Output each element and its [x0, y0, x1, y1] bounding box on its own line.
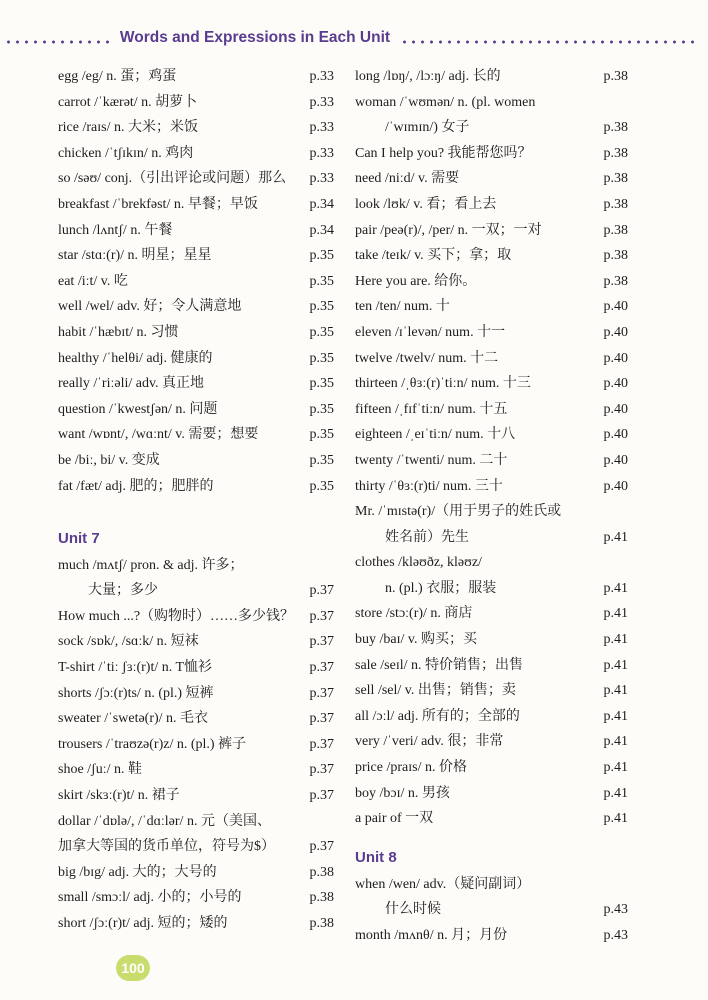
vocab-entry [355, 499, 628, 525]
vocab-entry [58, 553, 334, 579]
page-reference: p.41 [603, 811, 628, 827]
vocab-entry [58, 90, 334, 116]
entry-text: be /biː, bi/ v. 变成 [58, 452, 160, 468]
vocab-entry [355, 141, 628, 167]
entry-text: eat /iːt/ v. 吃 [58, 273, 128, 289]
entry-text: star /stɑː(r)/ n. 明星；星星 [58, 248, 212, 264]
page-reference: p.37 [309, 762, 334, 778]
page-reference: p.41 [603, 734, 628, 750]
entry-text: big /bɪg/ adj. 大的；大号的 [58, 864, 217, 880]
vocab-entry [355, 422, 628, 448]
vocab-entry [355, 397, 628, 423]
vocab-entry [355, 64, 628, 90]
entry-text: carrot /ˈkærət/ n. 胡萝卜 [58, 94, 198, 110]
entry-text: twenty /ˈtwenti/ num. 二十 [355, 452, 508, 468]
page-reference: p.37 [309, 685, 334, 701]
entry-text: so /səʊ/ conj.（引出评论或问题）那么 [58, 171, 287, 187]
vocab-entry [355, 627, 628, 653]
page-number-badge [116, 955, 150, 981]
section-title: Words and Expressions in Each Unit [119, 29, 391, 46]
entry-text: sell /sel/ v. 出售；销售；卖 [355, 683, 516, 699]
entry-text: question /ˈkwestʃən/ n. 问题 [58, 401, 218, 417]
vocab-entry [58, 397, 334, 423]
vocab-entry [355, 601, 628, 627]
entry-text: egg /eg/ n. 蛋；鸡蛋 [58, 69, 177, 84]
vocab-entry [355, 294, 628, 320]
vocab-entry [355, 678, 628, 704]
entry-text: fat /fæt/ adj. 肥的；肥胖的 [58, 478, 214, 494]
entry-text: short /ʃɔː(r)t/ adj. 短的；矮的 [58, 916, 228, 931]
entry-text: boy /bɔɪ/ n. 男孩 [355, 785, 450, 801]
entry-text: n. (pl.) 衣服；服装 [385, 580, 497, 596]
entry-text: very /ˈveri/ adv. 很；非常 [355, 734, 504, 750]
page-reference: p.40 [603, 427, 628, 443]
page-reference: p.35 [309, 401, 334, 417]
vocab-entry [58, 809, 334, 835]
entry-text: clothes /kləʊðz, kləʊz/ [355, 555, 482, 571]
page-reference: p.41 [603, 708, 628, 724]
vocab-entry [58, 783, 334, 809]
vocab-entry [58, 269, 334, 295]
page-reference: p.41 [603, 760, 628, 776]
page-reference: p.34 [309, 222, 334, 238]
vocab-entry-continuation [58, 578, 334, 604]
vocab-entry [58, 422, 334, 448]
entry-text: eleven /ɪˈlevən/ num. 十一 [355, 324, 506, 340]
entry-text: store /stɔː(r)/ n. 商店 [355, 606, 473, 622]
page-reference: p.35 [309, 324, 334, 340]
vocab-entry [58, 448, 334, 474]
entry-text: lunch /lʌntʃ/ n. 午餐 [58, 222, 173, 238]
page-reference: p.43 [603, 928, 628, 943]
page-reference: p.41 [603, 785, 628, 801]
page-reference: p.40 [603, 350, 628, 366]
page-reference: p.38 [603, 196, 628, 212]
page-reference: p.38 [603, 69, 628, 84]
page-reference: p.33 [309, 69, 334, 84]
page-reference: p.37 [309, 608, 334, 624]
page-reference: p.40 [603, 324, 628, 340]
vocab-entry [355, 550, 628, 576]
page-reference: p.35 [309, 427, 334, 443]
page-reference: p.40 [603, 299, 628, 315]
page-reference: p.41 [603, 683, 628, 699]
entry-text: woman /ˈwʊmən/ n. (pl. women [355, 94, 536, 110]
entry-text: habit /ˈhæbɪt/ n. 习惯 [58, 324, 179, 340]
vocab-entry-continuation [355, 115, 628, 141]
entry-text: trousers /ˈtraʊzə(r)z/ n. (pl.) 裤子 [58, 736, 247, 752]
page-reference: p.40 [603, 376, 628, 392]
vocab-entry [355, 90, 628, 116]
page-reference: p.41 [603, 657, 628, 673]
entry-text: breakfast /ˈbrekfəst/ n. 早餐；早饭 [58, 196, 258, 212]
vocab-entry-continuation [355, 525, 628, 551]
page-reference: p.34 [309, 196, 334, 212]
vocab-entry [58, 655, 334, 681]
vocab-entry [58, 166, 334, 192]
page-reference: p.38 [309, 890, 334, 906]
entry-text: take /teɪk/ v. 买下；拿；取 [355, 248, 512, 264]
vocab-entry [58, 474, 334, 500]
vocab-entry [58, 911, 334, 937]
entry-text: small /smɔːl/ adj. 小的；小号的 [58, 890, 242, 906]
vocab-entry [58, 604, 334, 630]
vocab-entry [58, 860, 334, 886]
entry-text: month /mʌnθ/ n. 月；月份 [355, 928, 508, 943]
entry-text: 姓名前）先生 [385, 529, 469, 545]
vocab-column-right [355, 64, 628, 949]
page-reference: p.37 [309, 788, 334, 804]
page-reference: p.37 [309, 711, 334, 727]
vocab-entry [58, 243, 334, 269]
vocab-entry [355, 166, 628, 192]
page-reference: p.37 [309, 583, 334, 599]
entry-text: 什么时候 [385, 902, 441, 918]
page-reference: p.38 [603, 222, 628, 238]
vocab-entry [58, 371, 334, 397]
vocab-entry [355, 755, 628, 781]
vocab-entry [355, 320, 628, 346]
vocab-entry [58, 294, 334, 320]
vocab-entry [58, 834, 334, 860]
vocab-entry [355, 243, 628, 269]
vocab-entry [58, 64, 334, 90]
vocab-entry [355, 923, 628, 949]
page-reference: p.38 [309, 916, 334, 931]
page-reference: p.40 [603, 452, 628, 468]
entry-text: fifteen /ˌfɪfˈtiːn/ num. 十五 [355, 401, 508, 417]
entry-text: sock /sɒk/, /sɑːk/ n. 短袜 [58, 634, 199, 650]
vocab-entry [355, 346, 628, 372]
entry-text: 加拿大等国的货币单位，符号为$） [58, 839, 275, 855]
vocab-entry [355, 218, 628, 244]
entry-text: pair /peə(r)/, /per/ n. 一双；一对 [355, 222, 542, 238]
page-reference: p.38 [603, 145, 628, 161]
page-reference: p.35 [309, 248, 334, 264]
page-reference: p.37 [309, 736, 334, 752]
entry-text: shoe /ʃuː/ n. 鞋 [58, 762, 142, 778]
vocab-entry [355, 872, 628, 898]
vocab-entry [355, 806, 628, 832]
section-gap [58, 499, 334, 525]
entry-text: dollar /ˈdɒlə/, /ˈdɑːlər/ n. 元（美国、 [58, 813, 271, 829]
entry-text: want /wɒnt/, /wɑːnt/ v. 需要；想要 [58, 427, 259, 443]
page-reference: p.35 [309, 478, 334, 494]
vocab-entry [355, 781, 628, 807]
entry-text: when /wen/ adv.（疑问副词） [355, 876, 531, 892]
entry-text: chicken /ˈtʃɪkɪn/ n. 鸡肉 [58, 145, 194, 161]
entry-text: look /lʊk/ v. 看；看上去 [355, 196, 497, 212]
entry-text: eighteen /ˌeɪˈtiːn/ num. 十八 [355, 427, 516, 443]
page-reference: p.38 [603, 273, 628, 289]
section-gap [355, 832, 628, 844]
page-reference: p.41 [603, 632, 628, 648]
vocab-entry [58, 757, 334, 783]
page-reference: p.33 [309, 171, 334, 187]
page-reference: p.43 [603, 902, 628, 918]
vocab-column-left [58, 64, 334, 937]
vocab-entry [58, 346, 334, 372]
vocab-entry [58, 141, 334, 167]
page-reference: p.33 [309, 120, 334, 136]
entry-text: shorts /ʃɔː(r)ts/ n. (pl.) 短裤 [58, 685, 214, 701]
page-reference: p.35 [309, 350, 334, 366]
entry-text: Can I help you? 我能帮您吗？ [355, 145, 532, 161]
entry-text: long /lɒŋ/, /lɔːŋ/ adj. 长的 [355, 69, 501, 84]
entry-text: healthy /ˈhelθi/ adj. 健康的 [58, 350, 213, 366]
entry-text: sale /seɪl/ n. 特价销售；出售 [355, 657, 523, 673]
page-reference: p.35 [309, 452, 334, 468]
page-reference: p.38 [309, 864, 334, 880]
entry-text: price /praɪs/ n. 价格 [355, 760, 467, 776]
page-reference: p.35 [309, 376, 334, 392]
vocab-entry [58, 706, 334, 732]
entry-text: much /mʌtʃ/ pron. & adj. 许多； [58, 557, 244, 573]
entry-text: Mr. /ˈmɪstə(r)/（用于男子的姓氏或 [355, 504, 562, 520]
vocab-entry [58, 218, 334, 244]
vocab-entry [355, 269, 628, 295]
dotted-rule-right [400, 40, 700, 44]
entry-text: /ˈwɪmɪn/) 女子 [385, 120, 470, 136]
entry-text: sweater /ˈswetə(r)/ n. 毛衣 [58, 711, 209, 727]
unit-heading: Unit 8 [355, 848, 397, 866]
vocab-entry [58, 192, 334, 218]
vocab-entry [58, 885, 334, 911]
entry-text: How much ...?（购物时）……多少钱？ [58, 608, 295, 624]
dotted-rule-left [4, 40, 110, 44]
entry-text: thirty /ˈθɜː(r)ti/ num. 三十 [355, 478, 503, 494]
entry-text: twelve /twelv/ num. 十二 [355, 350, 499, 366]
entry-text: all /ɔːl/ adj. 所有的；全部的 [355, 708, 520, 724]
page-reference: p.35 [309, 273, 334, 289]
page-reference: p.41 [603, 606, 628, 622]
entry-text: thirteen /ˌθɜː(r)ˈtiːn/ num. 十三 [355, 376, 531, 392]
entry-text: ten /ten/ num. 十 [355, 299, 450, 315]
page-reference: p.37 [309, 839, 334, 855]
page-reference: p.40 [603, 401, 628, 417]
page-reference: p.33 [309, 94, 334, 110]
vocab-entry-continuation [355, 897, 628, 923]
unit-heading: Unit 7 [58, 529, 100, 547]
entry-text: a pair of 一双 [355, 811, 434, 827]
page-reference: p.38 [603, 171, 628, 187]
section-header [0, 26, 708, 56]
entry-text: really /ˈriːəli/ adv. 真正地 [58, 376, 205, 392]
vocab-entry [355, 704, 628, 730]
vocab-entry [355, 371, 628, 397]
vocab-entry [58, 732, 334, 758]
vocab-entry [58, 681, 334, 707]
entry-text: rice /raɪs/ n. 大米；米饭 [58, 120, 198, 136]
page-reference: p.38 [603, 248, 628, 264]
vocab-entry [355, 729, 628, 755]
entry-text: need /niːd/ v. 需要 [355, 171, 460, 187]
entry-text: Here you are. 给你。 [355, 273, 477, 289]
vocab-entry [58, 115, 334, 141]
page-reference: p.37 [309, 634, 334, 650]
entry-text: well /wel/ adv. 好；令人满意地 [58, 299, 242, 315]
page-number: 100 [121, 960, 145, 976]
page-reference: p.38 [603, 120, 628, 136]
vocab-entry [355, 448, 628, 474]
page-reference: p.33 [309, 145, 334, 161]
entry-text: buy /baɪ/ v. 购买；买 [355, 632, 477, 648]
page-reference: p.41 [603, 580, 628, 596]
vocab-entry [355, 653, 628, 679]
page-reference: p.40 [603, 478, 628, 494]
page-reference: p.41 [603, 529, 628, 545]
entry-text: skirt /skɜː(r)t/ n. 裙子 [58, 788, 180, 804]
vocab-entry-continuation [355, 576, 628, 602]
vocab-entry [58, 320, 334, 346]
vocab-entry [58, 629, 334, 655]
vocab-entry [355, 192, 628, 218]
entry-text: T-shirt /ˈtiː ʃɜː(r)t/ n. T恤衫 [58, 660, 213, 676]
vocab-entry [355, 474, 628, 500]
page-reference: p.35 [309, 299, 334, 315]
entry-text: 大量；多少 [88, 583, 158, 599]
page-reference: p.37 [309, 660, 334, 676]
